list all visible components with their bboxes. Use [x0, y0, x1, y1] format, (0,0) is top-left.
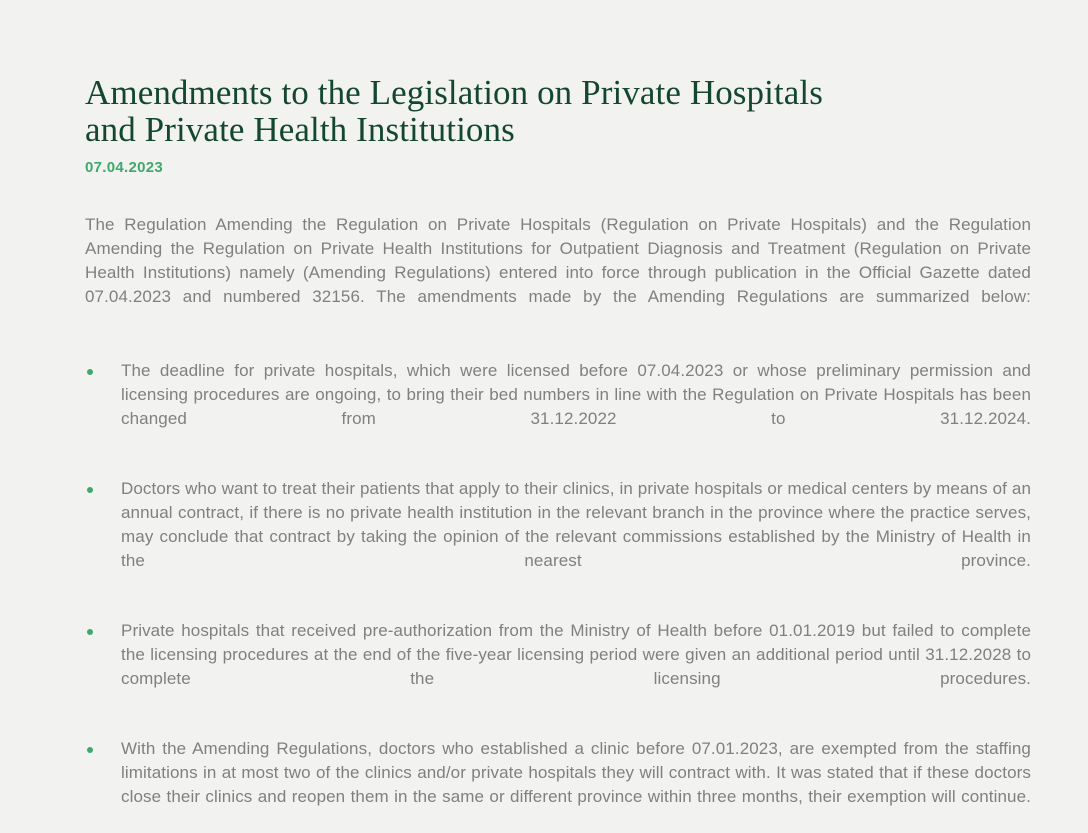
bullet-dot-icon [87, 629, 93, 635]
bullet-dot-icon [87, 487, 93, 493]
intro-paragraph: The Regulation Amending the Regulation on Private Hospitals (Regulation on Private Hospitals) and the Regulation Amending the Regulation on Private Health Institutions for Outpatient Diagnosis and Treatment (Regulation on Private Health Institutions) namely (Amending Regulations) entered into force through publication in the Official Gazette dated 07.04.2023 and numbered 32156. The amendments made by the Amending Regulations are summarized below: [85, 215, 1031, 306]
list-item [85, 737, 1031, 833]
list-item [85, 619, 1031, 715]
article-container [85, 74, 1031, 833]
amendments-list [85, 359, 1031, 833]
bullet-dot-icon [87, 369, 93, 375]
list-item-text: With the Amending Regulations, doctors who established a clinic before 07.01.2023, are exempted from the staffing limitations in at most two of the clinics and/or private hospitals they will contract with. It was stated that if these doctors close their clinics and reopen them in the same or different province within three months, their exemption will continue. [121, 739, 1031, 806]
publish-date: 07.04.2023 [85, 159, 164, 176]
list-item-text: Private hospitals that received pre-authorization from the Ministry of Health before 01.01.2019 but failed to complete the licensing procedures at the end of the five-year licensing period were given an additional period until 31.12.2028 to complete the licensing procedures. [121, 621, 1031, 688]
list-item-text: Doctors who want to treat their patients that apply to their clinics, in private hospitals or medical centers by means of an annual contract, if there is no private health institution in the relevant branch in the province where the practice serves, may conclude that contract by taking the opinion of the relevant commissions established by the Ministry of Health in the nearest province. [121, 479, 1031, 570]
list-item [85, 359, 1031, 455]
page-title: Amendments to the Legislation on Private Hospitals and Private Health Institutions [85, 73, 823, 149]
bullet-dot-icon [87, 747, 93, 753]
list-item [85, 477, 1031, 597]
list-item-text: The deadline for private hospitals, which were licensed before 07.04.2023 or whose preliminary permission and licensing procedures are ongoing, to bring their bed numbers in line with the Regulation on Private Hospitals has been changed from 31.12.2022 to 31.12.2024. [121, 361, 1031, 428]
